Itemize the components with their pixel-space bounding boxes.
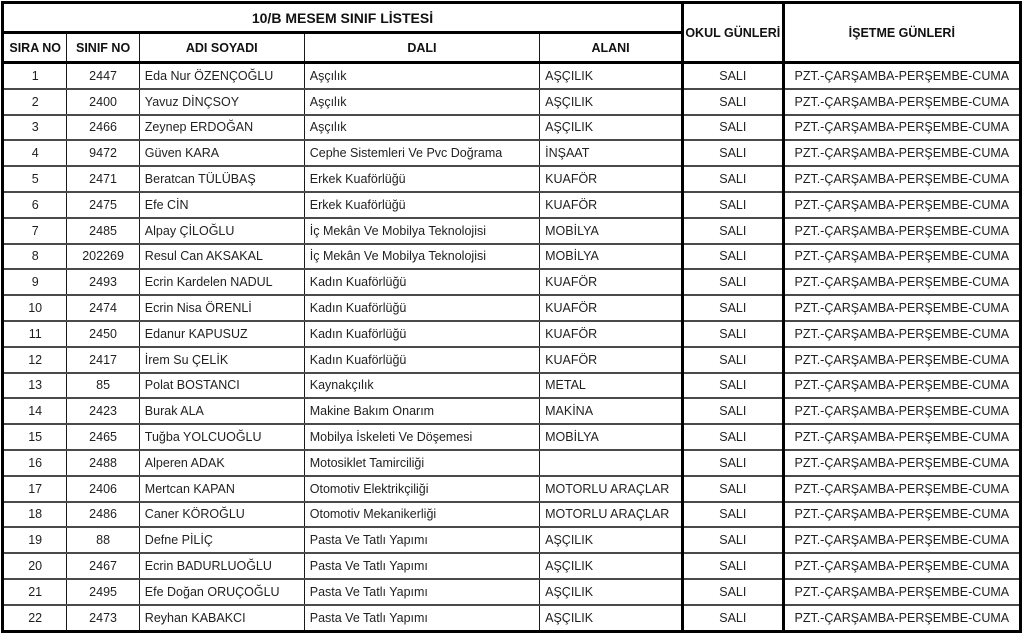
cell-adi-soyadi: Güven KARA <box>139 140 304 166</box>
cell-sira-no: 17 <box>3 476 67 502</box>
cell-alani: AŞÇILIK <box>540 579 683 605</box>
cell-isetme-gunleri: PZT.-ÇARŞAMBA-PERŞEMBE-CUMA <box>783 63 1020 89</box>
cell-okul-gunleri: SALI <box>683 295 784 321</box>
cell-dali: Aşçılık <box>304 89 539 115</box>
cell-okul-gunleri: SALI <box>683 373 784 399</box>
cell-okul-gunleri: SALI <box>683 192 784 218</box>
cell-adi-soyadi: Zeynep ERDOĞAN <box>139 115 304 141</box>
cell-sinif-no: 9472 <box>67 140 139 166</box>
cell-dali: Kadın Kuaförlüğü <box>304 295 539 321</box>
cell-adi-soyadi: Eda Nur ÖZENÇOĞLU <box>139 63 304 89</box>
cell-sira-no: 9 <box>3 269 67 295</box>
cell-dali: Makine Bakım Onarım <box>304 398 539 424</box>
cell-okul-gunleri: SALI <box>683 502 784 528</box>
table-row <box>3 450 1021 476</box>
cell-adi-soyadi: Reyhan KABAKCI <box>139 605 304 631</box>
cell-adi-soyadi: İrem Su ÇELİK <box>139 347 304 373</box>
cell-isetme-gunleri: PZT.-ÇARŞAMBA-PERŞEMBE-CUMA <box>783 579 1020 605</box>
cell-sinif-no: 2486 <box>67 502 139 528</box>
cell-sira-no: 11 <box>3 321 67 347</box>
cell-dali: Motosiklet Tamirciliği <box>304 450 539 476</box>
cell-isetme-gunleri: PZT.-ÇARŞAMBA-PERŞEMBE-CUMA <box>783 321 1020 347</box>
cell-okul-gunleri: SALI <box>683 218 784 244</box>
cell-okul-gunleri: SALI <box>683 244 784 270</box>
cell-sinif-no: 2400 <box>67 89 139 115</box>
cell-sira-no: 16 <box>3 450 67 476</box>
cell-dali: Pasta Ve Tatlı Yapımı <box>304 579 539 605</box>
cell-sinif-no: 2488 <box>67 450 139 476</box>
cell-adi-soyadi: Tuğba YOLCUOĞLU <box>139 424 304 450</box>
cell-sinif-no: 202269 <box>67 244 139 270</box>
cell-sira-no: 4 <box>3 140 67 166</box>
cell-alani: KUAFÖR <box>540 295 683 321</box>
cell-sira-no: 6 <box>3 192 67 218</box>
cell-sinif-no: 2474 <box>67 295 139 321</box>
cell-adi-soyadi: Mertcan KAPAN <box>139 476 304 502</box>
cell-dali: Pasta Ve Tatlı Yapımı <box>304 553 539 579</box>
cell-sira-no: 20 <box>3 553 67 579</box>
table-row <box>3 605 1021 631</box>
cell-alani <box>540 450 683 476</box>
cell-okul-gunleri: SALI <box>683 347 784 373</box>
cell-sira-no: 1 <box>3 63 67 89</box>
cell-isetme-gunleri: PZT.-ÇARŞAMBA-PERŞEMBE-CUMA <box>783 295 1020 321</box>
cell-alani: AŞÇILIK <box>540 115 683 141</box>
table-body <box>3 63 1021 632</box>
cell-sinif-no: 2493 <box>67 269 139 295</box>
cell-isetme-gunleri: PZT.-ÇARŞAMBA-PERŞEMBE-CUMA <box>783 140 1020 166</box>
cell-sinif-no: 2450 <box>67 321 139 347</box>
cell-alani: MOBİLYA <box>540 218 683 244</box>
cell-okul-gunleri: SALI <box>683 63 784 89</box>
cell-dali: Otomotiv Elektrikçiliği <box>304 476 539 502</box>
header-alani: ALANI <box>540 33 683 63</box>
table-row <box>3 579 1021 605</box>
cell-dali: Kadın Kuaförlüğü <box>304 321 539 347</box>
cell-adi-soyadi: Alpay ÇİLOĞLU <box>139 218 304 244</box>
cell-isetme-gunleri: PZT.-ÇARŞAMBA-PERŞEMBE-CUMA <box>783 553 1020 579</box>
cell-sinif-no: 2447 <box>67 63 139 89</box>
cell-isetme-gunleri: PZT.-ÇARŞAMBA-PERŞEMBE-CUMA <box>783 527 1020 553</box>
table-row <box>3 140 1021 166</box>
header-sinif-no: SINIF NO <box>67 33 139 63</box>
cell-okul-gunleri: SALI <box>683 579 784 605</box>
cell-dali: Kaynakçılık <box>304 373 539 399</box>
cell-sinif-no: 2467 <box>67 553 139 579</box>
cell-adi-soyadi: Caner KÖROĞLU <box>139 502 304 528</box>
cell-dali: Mobilya İskeleti Ve Döşemesi <box>304 424 539 450</box>
cell-okul-gunleri: SALI <box>683 605 784 631</box>
cell-sira-no: 7 <box>3 218 67 244</box>
cell-isetme-gunleri: PZT.-ÇARŞAMBA-PERŞEMBE-CUMA <box>783 398 1020 424</box>
table-row <box>3 244 1021 270</box>
cell-adi-soyadi: Alperen ADAK <box>139 450 304 476</box>
cell-sinif-no: 2465 <box>67 424 139 450</box>
cell-alani: AŞÇILIK <box>540 527 683 553</box>
cell-okul-gunleri: SALI <box>683 166 784 192</box>
cell-adi-soyadi: Edanur KAPUSUZ <box>139 321 304 347</box>
cell-dali: Kadın Kuaförlüğü <box>304 269 539 295</box>
cell-isetme-gunleri: PZT.-ÇARŞAMBA-PERŞEMBE-CUMA <box>783 89 1020 115</box>
cell-alani: MOTORLU ARAÇLAR <box>540 476 683 502</box>
table-row <box>3 89 1021 115</box>
cell-isetme-gunleri: PZT.-ÇARŞAMBA-PERŞEMBE-CUMA <box>783 502 1020 528</box>
cell-alani: MOBİLYA <box>540 244 683 270</box>
cell-alani: MOBİLYA <box>540 424 683 450</box>
cell-sinif-no: 88 <box>67 527 139 553</box>
table-row <box>3 166 1021 192</box>
cell-isetme-gunleri: PZT.-ÇARŞAMBA-PERŞEMBE-CUMA <box>783 244 1020 270</box>
cell-isetme-gunleri: PZT.-ÇARŞAMBA-PERŞEMBE-CUMA <box>783 192 1020 218</box>
cell-dali: Erkek Kuaförlüğü <box>304 166 539 192</box>
cell-dali: Pasta Ve Tatlı Yapımı <box>304 527 539 553</box>
cell-dali: Aşçılık <box>304 63 539 89</box>
cell-okul-gunleri: SALI <box>683 269 784 295</box>
cell-sinif-no: 2466 <box>67 115 139 141</box>
cell-isetme-gunleri: PZT.-ÇARŞAMBA-PERŞEMBE-CUMA <box>783 166 1020 192</box>
cell-alani: KUAFÖR <box>540 166 683 192</box>
cell-okul-gunleri: SALI <box>683 476 784 502</box>
class-list-table <box>1 1 1022 633</box>
cell-sira-no: 13 <box>3 373 67 399</box>
cell-dali: Cephe Sistemleri Ve Pvc Doğrama <box>304 140 539 166</box>
cell-adi-soyadi: Efe Doğan ORUÇOĞLU <box>139 579 304 605</box>
cell-alani: KUAFÖR <box>540 192 683 218</box>
cell-adi-soyadi: Beratcan TÜLÜBAŞ <box>139 166 304 192</box>
cell-adi-soyadi: Ecrin Nisa ÖRENLİ <box>139 295 304 321</box>
cell-dali: İç Mekân Ve Mobilya Teknolojisi <box>304 244 539 270</box>
cell-isetme-gunleri: PZT.-ÇARŞAMBA-PERŞEMBE-CUMA <box>783 347 1020 373</box>
cell-alani: METAL <box>540 373 683 399</box>
cell-dali: İç Mekân Ve Mobilya Teknolojisi <box>304 218 539 244</box>
cell-adi-soyadi: Burak ALA <box>139 398 304 424</box>
cell-sinif-no: 2417 <box>67 347 139 373</box>
cell-adi-soyadi: Polat BOSTANCI <box>139 373 304 399</box>
cell-sira-no: 8 <box>3 244 67 270</box>
cell-sira-no: 10 <box>3 295 67 321</box>
cell-dali: Kadın Kuaförlüğü <box>304 347 539 373</box>
header-okul-gunleri: OKUL GÜNLERİ <box>683 3 784 63</box>
table-row <box>3 269 1021 295</box>
cell-okul-gunleri: SALI <box>683 553 784 579</box>
cell-alani: MOTORLU ARAÇLAR <box>540 502 683 528</box>
cell-sira-no: 22 <box>3 605 67 631</box>
table-row <box>3 398 1021 424</box>
page-title: 10/B MESEM SINIF LİSTESİ <box>3 3 683 33</box>
table-row <box>3 373 1021 399</box>
header-sira-no: SIRA NO <box>3 33 67 63</box>
cell-adi-soyadi: Efe CİN <box>139 192 304 218</box>
title-row <box>3 3 1021 33</box>
table-row <box>3 553 1021 579</box>
cell-sinif-no: 85 <box>67 373 139 399</box>
cell-sinif-no: 2473 <box>67 605 139 631</box>
table-row <box>3 476 1021 502</box>
cell-dali: Erkek Kuaförlüğü <box>304 192 539 218</box>
cell-alani: AŞÇILIK <box>540 89 683 115</box>
cell-okul-gunleri: SALI <box>683 115 784 141</box>
cell-alani: AŞÇILIK <box>540 63 683 89</box>
cell-sinif-no: 2406 <box>67 476 139 502</box>
cell-isetme-gunleri: PZT.-ÇARŞAMBA-PERŞEMBE-CUMA <box>783 424 1020 450</box>
cell-okul-gunleri: SALI <box>683 89 784 115</box>
table-row <box>3 527 1021 553</box>
header-isetme-gunleri: İŞETME GÜNLERİ <box>783 3 1020 63</box>
table-row <box>3 218 1021 244</box>
cell-adi-soyadi: Ecrin Kardelen NADUL <box>139 269 304 295</box>
cell-sira-no: 2 <box>3 89 67 115</box>
cell-isetme-gunleri: PZT.-ÇARŞAMBA-PERŞEMBE-CUMA <box>783 269 1020 295</box>
cell-sira-no: 14 <box>3 398 67 424</box>
cell-alani: KUAFÖR <box>540 269 683 295</box>
table-row <box>3 321 1021 347</box>
cell-okul-gunleri: SALI <box>683 424 784 450</box>
cell-sira-no: 21 <box>3 579 67 605</box>
cell-sinif-no: 2423 <box>67 398 139 424</box>
cell-alani: KUAFÖR <box>540 321 683 347</box>
cell-okul-gunleri: SALI <box>683 398 784 424</box>
cell-okul-gunleri: SALI <box>683 321 784 347</box>
table-row <box>3 63 1021 89</box>
table-row <box>3 115 1021 141</box>
cell-adi-soyadi: Resul Can AKSAKAL <box>139 244 304 270</box>
cell-sinif-no: 2471 <box>67 166 139 192</box>
cell-alani: AŞÇILIK <box>540 605 683 631</box>
cell-sira-no: 18 <box>3 502 67 528</box>
header-adi-soyadi: ADI SOYADI <box>139 33 304 63</box>
cell-dali: Aşçılık <box>304 115 539 141</box>
cell-isetme-gunleri: PZT.-ÇARŞAMBA-PERŞEMBE-CUMA <box>783 218 1020 244</box>
cell-sinif-no: 2495 <box>67 579 139 605</box>
table-row <box>3 347 1021 373</box>
cell-adi-soyadi: Yavuz DİNÇSOY <box>139 89 304 115</box>
cell-isetme-gunleri: PZT.-ÇARŞAMBA-PERŞEMBE-CUMA <box>783 476 1020 502</box>
cell-sira-no: 15 <box>3 424 67 450</box>
cell-alani: KUAFÖR <box>540 347 683 373</box>
cell-alani: AŞÇILIK <box>540 553 683 579</box>
cell-okul-gunleri: SALI <box>683 140 784 166</box>
table-row <box>3 424 1021 450</box>
cell-okul-gunleri: SALI <box>683 527 784 553</box>
table-row <box>3 295 1021 321</box>
cell-dali: Otomotiv Mekanikerliği <box>304 502 539 528</box>
table-row <box>3 502 1021 528</box>
cell-sinif-no: 2475 <box>67 192 139 218</box>
cell-alani: MAKİNA <box>540 398 683 424</box>
cell-sira-no: 3 <box>3 115 67 141</box>
cell-sira-no: 19 <box>3 527 67 553</box>
table-row <box>3 192 1021 218</box>
cell-sira-no: 12 <box>3 347 67 373</box>
cell-isetme-gunleri: PZT.-ÇARŞAMBA-PERŞEMBE-CUMA <box>783 373 1020 399</box>
cell-isetme-gunleri: PZT.-ÇARŞAMBA-PERŞEMBE-CUMA <box>783 450 1020 476</box>
cell-adi-soyadi: Ecrin BADURLUOĞLU <box>139 553 304 579</box>
cell-adi-soyadi: Defne PİLİÇ <box>139 527 304 553</box>
cell-dali: Pasta Ve Tatlı Yapımı <box>304 605 539 631</box>
cell-isetme-gunleri: PZT.-ÇARŞAMBA-PERŞEMBE-CUMA <box>783 115 1020 141</box>
cell-isetme-gunleri: PZT.-ÇARŞAMBA-PERŞEMBE-CUMA <box>783 605 1020 631</box>
cell-sira-no: 5 <box>3 166 67 192</box>
cell-okul-gunleri: SALI <box>683 450 784 476</box>
cell-sinif-no: 2485 <box>67 218 139 244</box>
header-dali: DALI <box>304 33 539 63</box>
cell-alani: İNŞAAT <box>540 140 683 166</box>
